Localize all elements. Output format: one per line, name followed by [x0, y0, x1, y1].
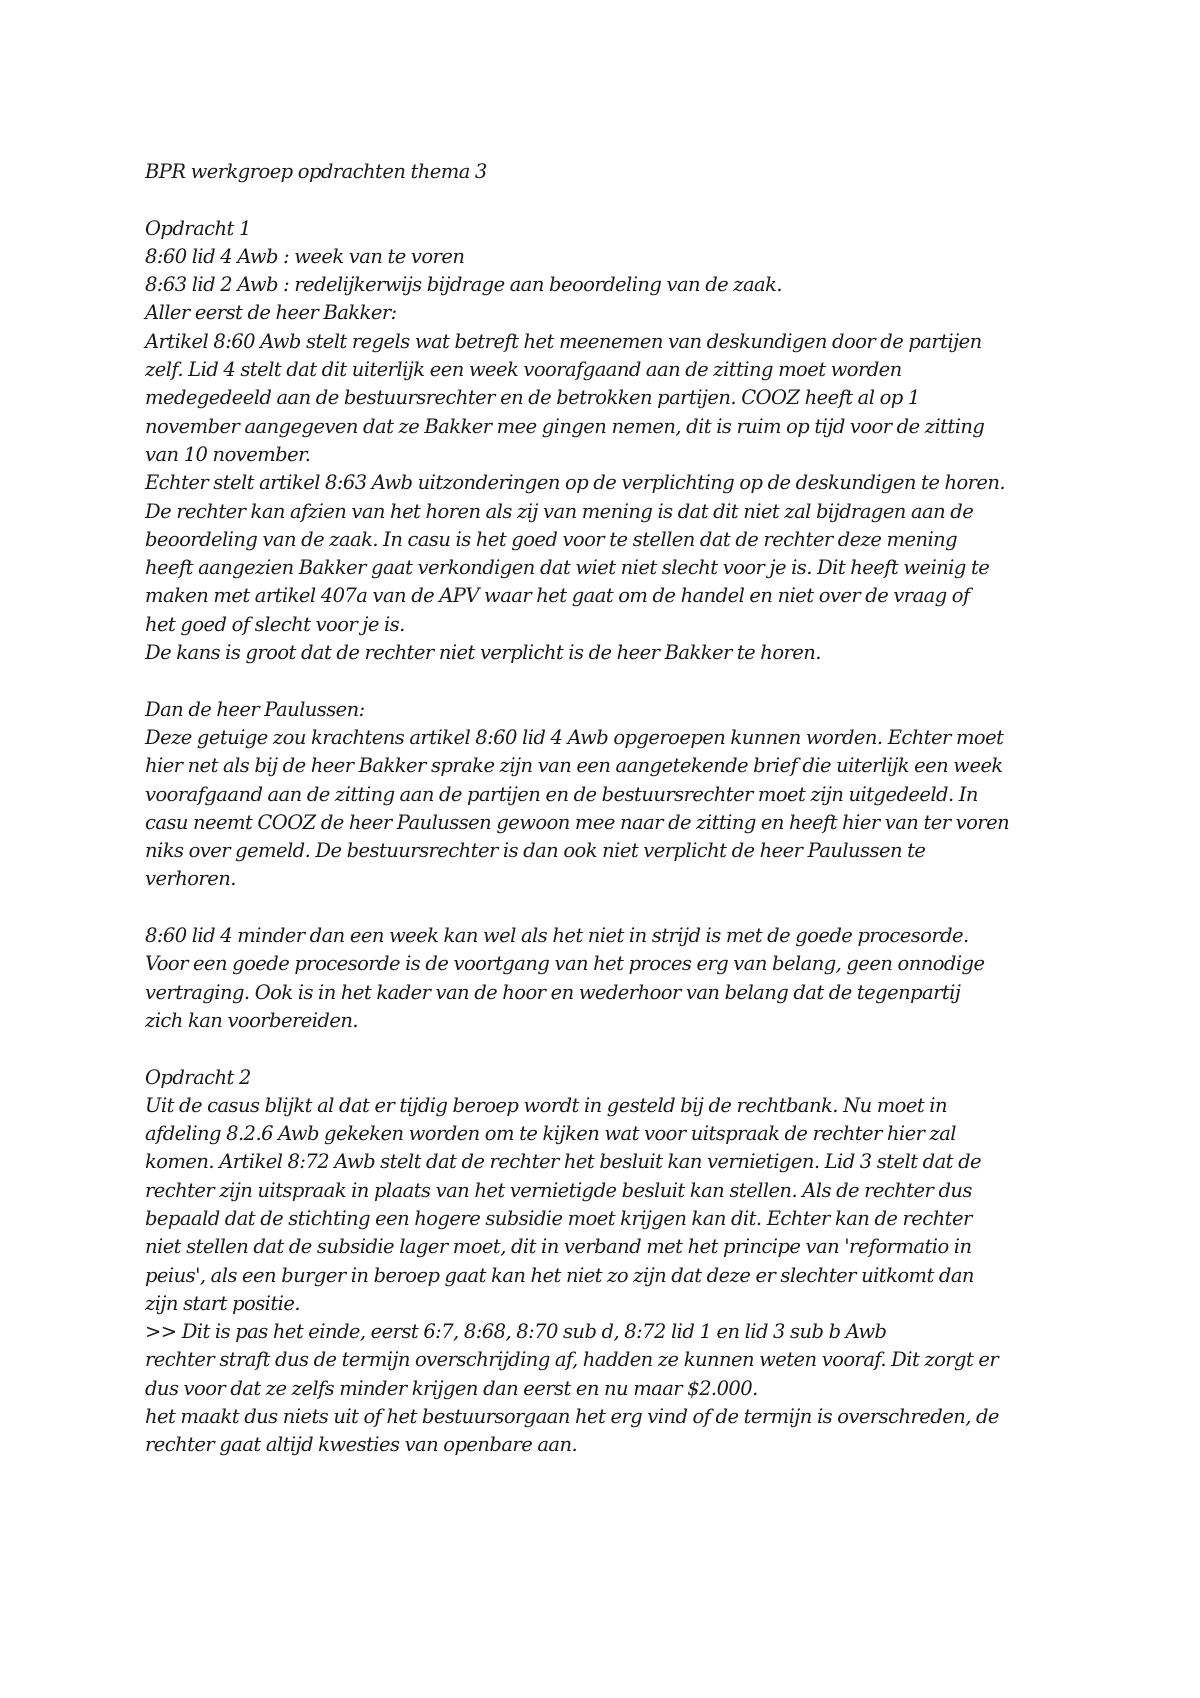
text-line: rechter gaat altijd kwesties van openbare aan.	[145, 1433, 578, 1457]
text-line: verhoren.	[145, 867, 236, 891]
text-line: het maakt dus niets uit of het bestuursorgaan het erg vind of de termijn is overschreden, de	[145, 1405, 999, 1429]
text-line: Artikel 8:60 Awb stelt regels wat betreft het meenemen van deskundigen door de partijen	[145, 329, 982, 353]
text-line: heeft aangezien Bakker gaat verkondigen dat wiet niet slecht voor je is. Dit heeft weinig te	[145, 556, 990, 580]
text-line: bepaald dat de stichting een hogere subsidie moet krijgen kan dit. Echter kan de rechter	[145, 1206, 972, 1230]
text-line: casu neemt COOZ de heer Paulussen gewoon mee naar de zitting en heeft hier van ter voren	[145, 810, 1010, 834]
blank-line	[145, 894, 1075, 922]
text-line: 8:63 lid 2 Awb : redelijkerwijs bijdrage aan beoordeling van de zaak.	[145, 273, 783, 297]
text-line: afdeling 8.2.6 Awb gekeken worden om te kijken wat voor uitspraak de rechter hier zal	[145, 1122, 956, 1146]
text-line: niet stellen dat de subsidie lager moet, dit in verband met het principe van 'reformatio in	[145, 1235, 972, 1259]
section1-paragraph-c	[145, 922, 1075, 1035]
document-body	[145, 158, 1075, 1460]
text-line: Uit de casus blijkt al dat er tijdig beroep wordt in gesteld bij de rechtbank. Nu moet in	[145, 1093, 947, 1117]
text-line: het goed of slecht voor je is.	[145, 612, 405, 636]
text-line: zelf. Lid 4 stelt dat dit uiterlijk een week voorafgaand aan de zitting moet worden	[145, 358, 902, 382]
section1-paragraph-a	[145, 243, 1075, 667]
text-line: zijn start positie.	[145, 1291, 300, 1315]
text-line: november aangegeven dat ze Bakker mee gingen nemen, dit is ruim op tijd voor de zitting	[145, 414, 985, 438]
text-line: voorafgaand aan de zitting aan de partijen en de bestuursrechter moet zijn uitgedeeld. In	[145, 782, 978, 806]
section-heading-opdracht-1: Opdracht 1	[145, 216, 251, 240]
text-line: maken met artikel 407a van de APV waar het gaat om de handel en niet over de vraag of	[145, 584, 970, 608]
text-line: hier net als bij de heer Bakker sprake zijn van een aangetekende brief die uiterlijk een week	[145, 754, 1003, 778]
text-line: 8:60 lid 4 minder dan een week kan wel als het niet in strijd is met de goede procesorde.	[145, 924, 969, 948]
section2-paragraph	[145, 1092, 1075, 1460]
blank-line	[145, 186, 1075, 214]
text-line: Voor een goede procesorde is de voortgang van het proces erg van belang, geen onnodige	[145, 952, 985, 976]
text-line: De kans is groot dat de rechter niet verplicht is de heer Bakker te horen.	[145, 641, 821, 665]
text-line: Aller eerst de heer Bakker:	[145, 301, 397, 325]
section-heading-opdracht-2: Opdracht 2	[145, 1065, 251, 1089]
text-line: De rechter kan afzien van het horen als zij van mening is dat dit niet zal bijdragen aan de	[145, 499, 974, 523]
text-line: Deze getuige zou krachtens artikel 8:60 lid 4 Awb opgeroepen kunnen worden. Echter moet	[145, 725, 1004, 749]
text-line: medegedeeld aan de bestuursrechter en de betrokken partijen. COOZ heeft al op 1	[145, 386, 920, 410]
text-line: beoordeling van de zaak. In casu is het goed voor te stellen dat de rechter deze mening	[145, 527, 958, 551]
text-line: >> Dit is pas het einde, eerst 6:7, 8:68, 8:70 sub d, 8:72 lid 1 en lid 3 sub b Awb	[145, 1320, 887, 1344]
section1-paragraph-b	[145, 696, 1075, 894]
text-line: rechter zijn uitspraak in plaats van het vernietigde besluit kan stellen. Als de rechter dus	[145, 1178, 972, 1202]
text-line: 8:60 lid 4 Awb : week van te voren	[145, 244, 465, 268]
text-line: niks over gemeld. De bestuursrechter is dan ook niet verplicht de heer Paulussen te	[145, 839, 926, 863]
blank-line	[145, 667, 1075, 695]
document-title: BPR werkgroep opdrachten thema 3	[145, 160, 487, 183]
text-line: dus voor dat ze zelfs minder krijgen dan eerst en nu maar $2.000.	[145, 1376, 758, 1400]
text-line: rechter straft dus de termijn overschrijding af, hadden ze kunnen weten vooraf. Dit zorgt er	[145, 1348, 999, 1372]
text-line: peius', als een burger in beroep gaat kan het niet zo zijn dat deze er slechter uitkomt dan	[145, 1263, 974, 1287]
text-line: komen. Artikel 8:72 Awb stelt dat de rechter het besluit kan vernietigen. Lid 3 stelt dat de	[145, 1150, 982, 1174]
text-line: zich kan voorbereiden.	[145, 1008, 359, 1032]
text-line: Dan de heer Paulussen:	[145, 697, 365, 721]
text-line: Echter stelt artikel 8:63 Awb uitzonderingen op de verplichting op de deskundigen te horen.	[145, 471, 1006, 495]
text-line: van 10 november.	[145, 442, 311, 466]
text-line: vertraging. Ook is in het kader van de hoor en wederhoor van belang dat de tegenpartij	[145, 980, 961, 1004]
blank-line	[145, 1035, 1075, 1063]
